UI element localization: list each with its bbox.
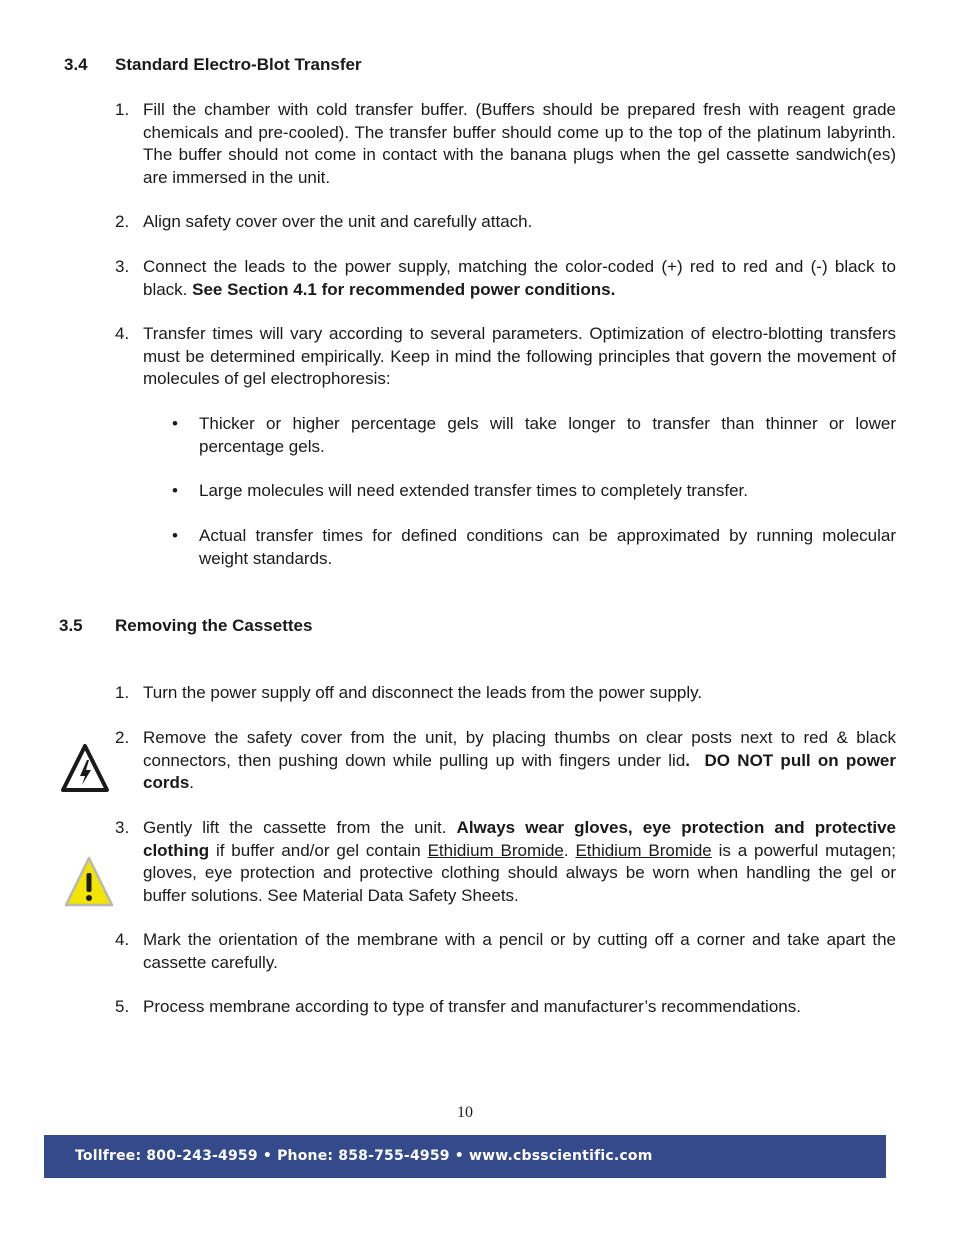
list-item-number: 3. <box>115 257 130 276</box>
list-item-text: . <box>563 840 576 860</box>
list-item-text: if buffer and/or gel contain <box>209 840 428 860</box>
bullet: • <box>172 481 178 500</box>
list-item-text: Remove the safety cover from the unit, by placing thumbs on clear posts next to red & black connectors, then pushing down while pulling up with fingers under lid <box>143 728 896 770</box>
list-item-text: Gently lift the cassette from the unit. <box>143 818 457 837</box>
list-item-text: is a powerful mutagen; gloves, eye protection and protective clothing should always be worn when handling the gel or buffer solutions. See Material Data Safety Sheets. <box>143 840 896 905</box>
section-3-4-title: Standard Electro-Blot Transfer <box>115 55 362 74</box>
list-item-end: . <box>189 773 195 792</box>
list-item-number: 2. <box>115 212 130 231</box>
bullet: • <box>172 526 178 545</box>
list-item-number: 5. <box>115 997 130 1016</box>
section-3-4-number: 3.4 <box>64 55 88 74</box>
list-item-number: 4. <box>115 930 130 949</box>
bold-period: . <box>685 750 691 770</box>
list-item-number: 2. <box>115 728 130 747</box>
list-item <box>143 817 896 907</box>
list-item-number: 4. <box>115 324 130 343</box>
power-conditions-note: See Section 4.1 for recommended power conditions. <box>192 279 616 299</box>
list-item-number: 1. <box>115 683 130 702</box>
bullet: • <box>172 414 178 433</box>
list-item: Process membrane according to type of transfer and manufacturer’s recommendations. <box>143 997 801 1016</box>
footer-contact-text: Tollfree: 800-243-4959 • Phone: 858-755-4959 • www.cbsscientific.com <box>75 1148 653 1164</box>
list-item <box>143 727 896 795</box>
list-item-number: 1. <box>115 100 130 119</box>
electrical-hazard-icon <box>60 743 110 793</box>
ethidium-bromide-link: Ethidium Bromide <box>575 840 712 860</box>
bullet-item: Thicker or higher percentage gels will take longer to transfer than thinner or lower percentage gels. <box>199 414 896 456</box>
bullet-item: Actual transfer times for defined conditions can be approximated by running molecular weight standards. <box>199 526 896 568</box>
bullet-item: Large molecules will need extended transfer times to completely transfer. <box>199 481 748 500</box>
list-item-text: Connect the leads to the power supply, matching the color-coded (+) red to red and (-) black to black. <box>143 257 896 299</box>
list-item: Transfer times will vary according to several parameters. Optimization of electro-blotting transfers must be determined empirically. Keep in mind the following principles that govern the movement of molecules of gel electrophoresis: <box>143 324 896 388</box>
list-item <box>143 256 896 301</box>
footer-banner <box>44 1135 886 1178</box>
list-item: Turn the power supply off and disconnect the leads from the power supply. <box>143 683 703 702</box>
safety-warning: Always wear gloves, eye protection and protective clothing <box>143 818 896 860</box>
list-item-number: 3. <box>115 818 130 837</box>
ethidium-bromide-link: Ethidium Bromide <box>427 840 564 860</box>
list-item: Fill the chamber with cold transfer buffer. (Buffers should be prepared fresh with reagent grade chemicals and pre-cooled). The transfer buffer should come up to the top of the platinum labyrinth. The buffer should not come in contact with the banana plugs when the gel cassette sandwich(es) are immersed in the unit. <box>143 100 896 187</box>
caution-icon <box>64 856 114 908</box>
page-number: 10 <box>457 1104 473 1121</box>
list-item: Mark the orientation of the membrane with a pencil or by cutting off a corner and take apart the cassette carefully. <box>143 930 896 972</box>
section-3-5-number: 3.5 <box>59 616 83 635</box>
list-item: Align safety cover over the unit and carefully attach. <box>143 212 533 231</box>
section-3-5-title: Removing the Cassettes <box>115 616 313 635</box>
power-cord-warning: DO NOT pull on power cords <box>143 750 896 792</box>
